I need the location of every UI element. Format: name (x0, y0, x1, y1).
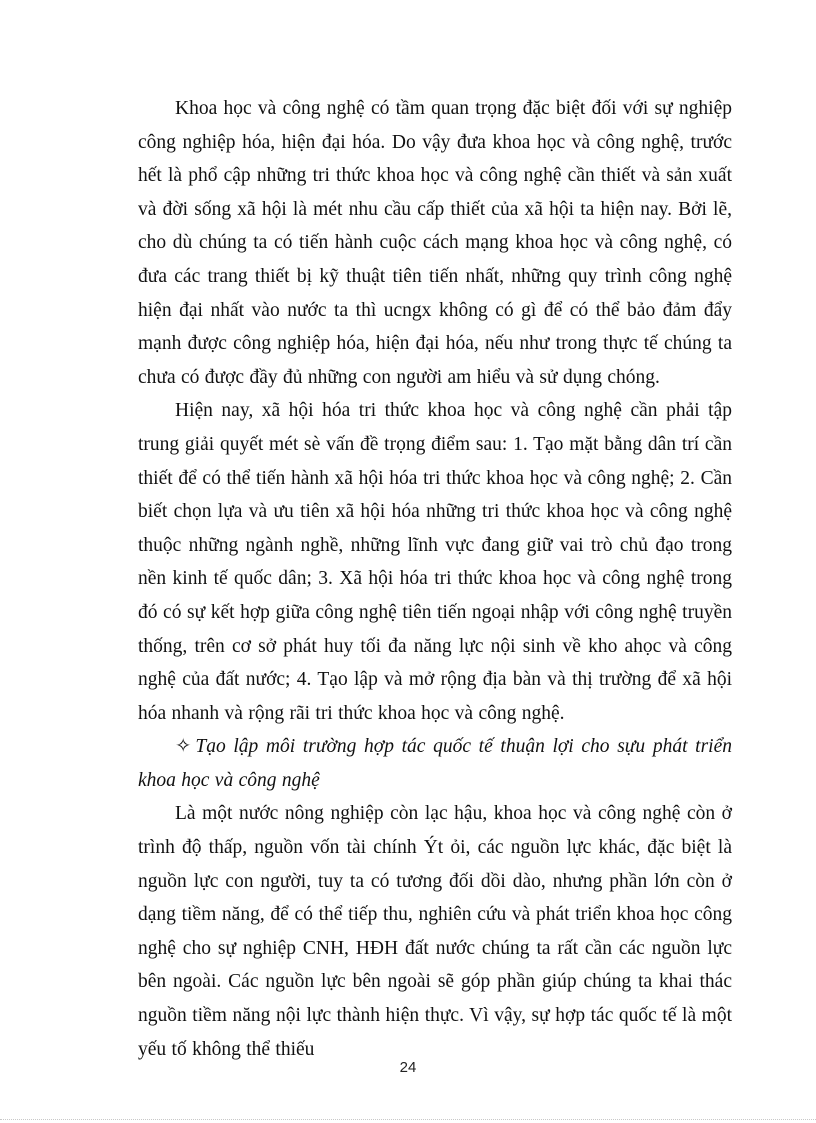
body-paragraph-2: Hiện nay, xã hội hóa tri thức khoa học và công nghệ cần phải tập trung giải quyết mét sè vấn đề trọng điểm sau: 1. Tạo mặt bằng dân trí cần thiết để có thể tiến hành xã hội hóa tri thức khoa học và công nghệ; 2. Cần biết chọn lựa và ưu tiên xã hội hóa những tri thức khoa học và công nghệ thuộc những ngành nghề, những lĩnh vực đang giữ vai trò chủ đạo trong nền kinh tế quốc dân; 3. Xã hội hóa tri thức khoa học và công nghệ trong đó có sự kết hợp giữa công nghệ tiên tiến ngoại nhập với công nghệ truyền thống, trên cơ sở phát huy tối đa năng lực nội sinh về kho ahọc và công nghệ của đất nước; 4. Tạo lập và mở rộng địa bàn và thị trường để xã hội hóa nhanh và rộng rãi tri thức khoa học và công nghệ. (138, 400, 732, 724)
star-bullet-icon: ✧ (175, 736, 192, 758)
page-body (138, 92, 732, 1066)
bullet-heading-text: Tạo lập môi trường hợp tác quốc tế thuận lợi cho sựu phát triển khoa học và công nghệ (138, 736, 732, 791)
bullet-heading (138, 730, 732, 797)
body-paragraph-3: Là một nước nông nghiệp còn lạc hậu, khoa học và công nghệ còn ở trình độ thấp, nguồn vốn tài chính Ýt ỏi, các nguồn lực khác, đặc biệt là nguồn lực con người, tuy ta có tương đối dồi dào, nhưng phần lớn còn ở dạng tiềm năng, để có thể tiếp thu, nghiên cứu và phát triển khoa học công nghệ cho sự nghiệp CNH, HĐH đất nước chúng ta rất cần các nguồn lực bên ngoài. Các nguồn lực bên ngoài sẽ góp phần giúp chúng ta khai thác nguồn tiềm năng nội lực thành hiện thực. Vì vậy, sự hợp tác quốc tế là một yếu tố không thể thiếu (138, 803, 732, 1060)
body-paragraph-1: Khoa học và công nghệ có tầm quan trọng đặc biệt đối với sự nghiệp công nghiệp hóa, hiện đại hóa. Do vậy đưa khoa học và công nghệ, trước hết là phổ cập những tri thức khoa học và công nghệ cần thiết và sản xuất và đời sống xã hội là mét nhu cầu cấp thiết của xã hội ta hiện nay. Bởi lẽ, cho dù chúng ta có tiến hành cuộc cách mạng khoa học và công nghệ, có đưa các trang thiết bị kỹ thuật tiên tiến nhất, những quy trình công nghệ hiện đại nhất vào nước ta thì ucngx không có gì để có thể bảo đảm đẩy mạnh được công nghiệp hóa, hiện đại hóa, nếu như trong thực tế chúng ta chưa có được đầy đủ những con người am hiểu và sử dụng chóng. (138, 98, 732, 388)
page-number: 24 (399, 1059, 417, 1076)
page-bottom-edge (0, 1119, 816, 1120)
